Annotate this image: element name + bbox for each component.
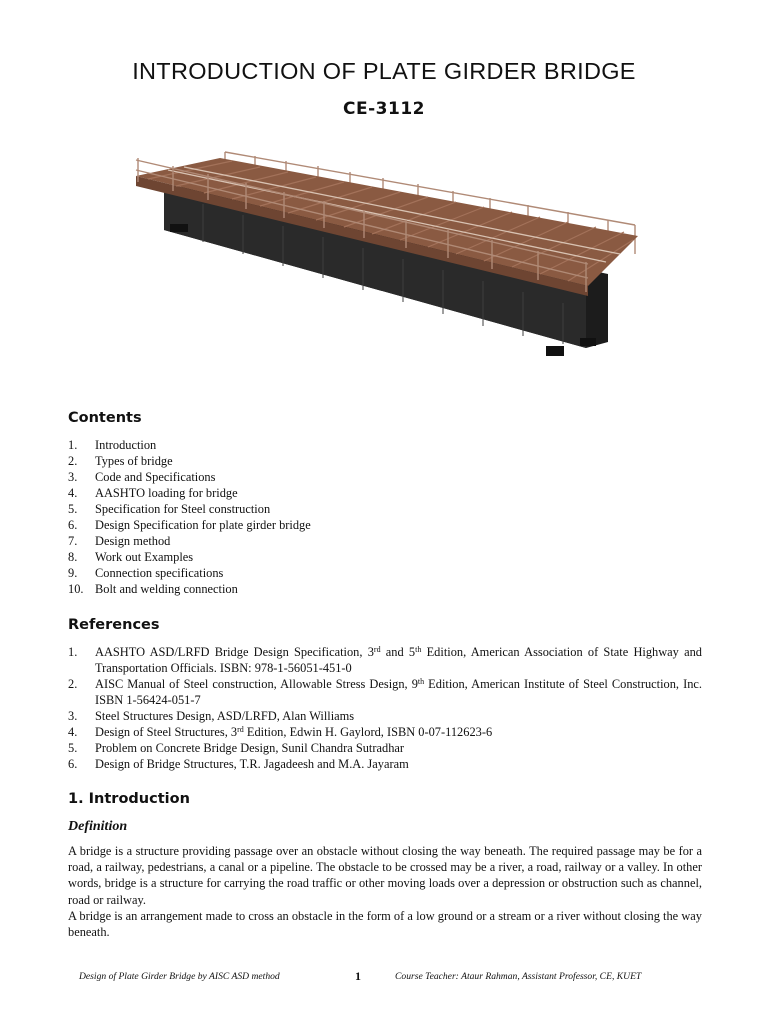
footer-right-text: Course Teacher: Ataur Rahman, Assistant Professor, CE, KUET (395, 971, 642, 982)
references-list (68, 644, 702, 772)
page-number: 1 (355, 969, 361, 983)
list-item: 2. Types of bridge (68, 454, 173, 468)
definition-paragraph: A bridge is a structure providing passage over an obstacle without closing the way beneath. The required passage may be for a road, a railway, pedestrians, a canal or a pipeline. The obstacle to be crossed may be a river, a road, railway or a valley. In other words, bridge is a structure for carrying the road traffic or other moving loads over a depression or obstruction such as channel, road or railway. (68, 844, 702, 907)
list-item: 10. Bolt and welding connection (68, 582, 238, 596)
list-item: 3. Steel Structures Design, ASD/LRFD, Alan Williams (68, 709, 355, 723)
list-item: 2. AISC Manual of Steel construction, Allowable Stress Design, 9th Edition, American Institute of Steel Construction, Inc. ISBN 1-56424-051-7 (68, 677, 702, 707)
document-title: INTRODUCTION OF PLATE GIRDER BRIDGE (132, 58, 636, 84)
list-item: 1. Introduction (68, 438, 157, 452)
introduction-heading: 1. Introduction (68, 791, 190, 807)
list-item: 1. AASHTO ASD/LRFD Bridge Design Specification, 3rd and 5th Edition, American Association of State Highway and Transportation Officials. ISBN: 978-1-56051-451-0 (68, 645, 702, 675)
list-item: 4. Design of Steel Structures, 3rd Edition, Edwin H. Gaylord, ISBN 0-07-112623-6 (68, 725, 493, 739)
list-item: 6. Design Specification for plate girder bridge (68, 518, 311, 532)
plate-girder-bridge-illustration (128, 146, 640, 370)
list-item: 5. Specification for Steel construction (68, 502, 271, 516)
contents-heading: Contents (68, 410, 142, 426)
list-item: 7. Design method (68, 534, 171, 548)
references-heading: References (68, 617, 160, 633)
contents-list (68, 437, 702, 597)
definition-paragraph-2: A bridge is an arrangement made to cross an obstacle in the form of a low ground or a stream or a river without closing the way beneath. (68, 909, 702, 940)
list-item: 3. Code and Specifications (68, 470, 216, 484)
list-item: 6. Design of Bridge Structures, T.R. Jagadeesh and M.A. Jayaram (68, 757, 409, 771)
list-item: 5. Problem on Concrete Bridge Design, Sunil Chandra Sutradhar (68, 741, 405, 755)
list-item: 4. AASHTO loading for bridge (68, 486, 238, 500)
footer-left-text: Design of Plate Girder Bridge by AISC ASD method (79, 971, 280, 982)
list-item: 8. Work out Examples (68, 550, 194, 564)
list-item: 9. Connection specifications (68, 566, 224, 580)
page-footer (0, 969, 768, 985)
definition-subheading: Definition (68, 819, 128, 834)
course-code: CE-3112 (343, 99, 425, 119)
